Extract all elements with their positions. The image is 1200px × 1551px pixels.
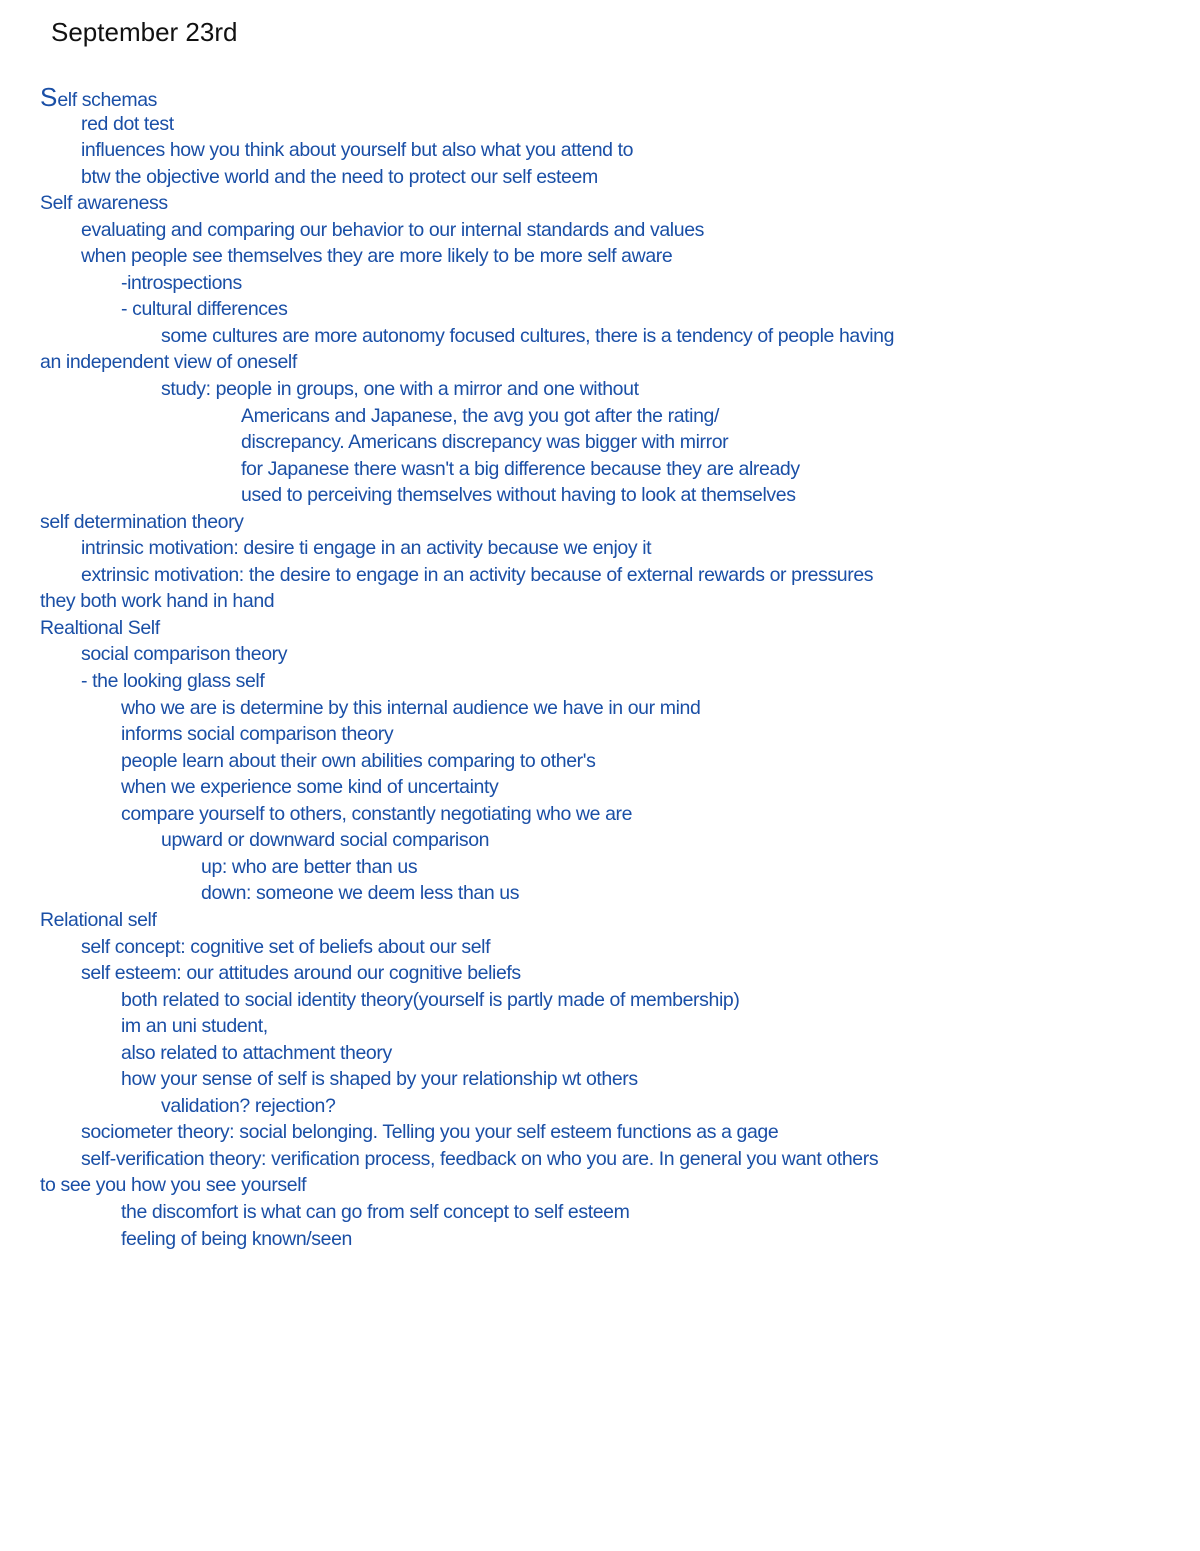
note-line [0, 907, 1200, 934]
note-text: who we are is determine by this internal audience we have in our mind [121, 696, 701, 719]
note-line [0, 934, 1200, 961]
note-line [0, 615, 1200, 642]
note-text: feeling of being known/seen [121, 1227, 352, 1250]
note-text: upward or downward social comparison [161, 829, 490, 852]
note-line [0, 1146, 1200, 1173]
note-line [0, 801, 1200, 828]
note-line [0, 1172, 1200, 1199]
note-line [0, 960, 1200, 987]
note-text: used to perceiving themselves without having to look at themselves [241, 484, 796, 507]
note-line [0, 535, 1200, 562]
note-text: Relational self [40, 908, 157, 931]
note-line [0, 1199, 1200, 1226]
note-line [0, 429, 1200, 456]
note-text: some cultures are more autonomy focused cultures, there is a tendency of people having [161, 324, 895, 347]
note-text: extrinsic motivation: the desire to engage in an activity because of external rewards or pressures [81, 563, 874, 586]
note-line [0, 987, 1200, 1014]
page-title: September 23rd [51, 17, 238, 47]
note-text: down: someone we deem less than us [201, 882, 520, 905]
note-text: to see you how you see yourself [40, 1174, 307, 1197]
note-line [0, 1119, 1200, 1146]
note-text: informs social comparison theory [121, 723, 394, 746]
note-line [0, 1040, 1200, 1067]
note-line [0, 854, 1200, 881]
note-line [0, 376, 1200, 403]
note-text: self-verification theory: verification process, feedback on who you are. In general you want others [81, 1147, 879, 1170]
note-text: both related to social identity theory(yourself is partly made of membership) [121, 988, 740, 1011]
note-line [0, 562, 1200, 589]
note-line [0, 482, 1200, 509]
note-line [0, 588, 1200, 615]
note-line [0, 84, 1200, 111]
note-text: self concept: cognitive set of beliefs about our self [81, 935, 491, 958]
note-line [0, 827, 1200, 854]
note-line [0, 403, 1200, 430]
note-line [0, 1013, 1200, 1040]
note-line [0, 1093, 1200, 1120]
note-text: when we experience some kind of uncertainty [121, 776, 499, 799]
note-line [0, 243, 1200, 270]
note-text: an independent view of oneself [40, 351, 297, 374]
note-text: intrinsic motivation: desire ti engage in an activity because we enjoy it [81, 537, 652, 560]
note-line [0, 1066, 1200, 1093]
note-text: - the looking glass self [81, 670, 265, 693]
notes-list [0, 84, 1200, 1252]
note-text: - cultural differences [121, 298, 288, 321]
note-line [0, 137, 1200, 164]
note-text: sociometer theory: social belonging. Telling you your self esteem functions as a gage [81, 1121, 779, 1144]
note-line [0, 296, 1200, 323]
note-text: compare yourself to others, constantly negotiating who we are [121, 802, 633, 825]
note-line [0, 880, 1200, 907]
note-text: they both work hand in hand [40, 590, 275, 613]
note-line [0, 456, 1200, 483]
note-text: when people see themselves they are more likely to be more self aware [81, 245, 673, 268]
note-line [0, 217, 1200, 244]
note-text: elf schemas [57, 89, 157, 111]
note-line [0, 270, 1200, 297]
note-text: evaluating and comparing our behavior to our internal standards and values [81, 218, 704, 241]
note-text: self esteem: our attitudes around our cognitive beliefs [81, 962, 521, 985]
note-text: red dot test [81, 112, 174, 135]
note-text: for Japanese there wasn't a big difference because they are already [241, 457, 800, 480]
note-line [0, 164, 1200, 191]
note-line [0, 721, 1200, 748]
note-text: also related to attachment theory [121, 1041, 392, 1064]
note-text: im an uni student, [121, 1015, 268, 1038]
note-line [0, 748, 1200, 775]
note-text: discrepancy. Americans discrepancy was bigger with mirror [241, 431, 729, 454]
note-text: the discomfort is what can go from self concept to self esteem [121, 1200, 630, 1223]
note-text: btw the objective world and the need to protect our self esteem [81, 165, 598, 188]
note-line [0, 111, 1200, 138]
note-line [0, 695, 1200, 722]
note-text: social comparison theory [81, 643, 288, 666]
note-text: up: who are better than us [201, 855, 418, 878]
note-initial: S [40, 82, 58, 112]
note-text: Self awareness [40, 192, 168, 215]
note-line [0, 641, 1200, 668]
note-text: -introspections [121, 271, 242, 294]
note-text: influences how you think about yourself but also what you attend to [81, 139, 634, 162]
note-line [0, 1226, 1200, 1253]
note-text: study: people in groups, one with a mirror and one without [161, 378, 639, 401]
note-text: validation? rejection? [161, 1094, 336, 1117]
note-text: how your sense of self is shaped by your relationship wt others [121, 1068, 638, 1091]
note-line [0, 349, 1200, 376]
note-line [0, 509, 1200, 536]
note-text: self determination theory [40, 510, 244, 533]
note-text: Realtional Self [40, 616, 160, 639]
note-text: Americans and Japanese, the avg you got after the rating/ [241, 404, 720, 427]
note-line [0, 190, 1200, 217]
note-line [0, 774, 1200, 801]
note-line [0, 323, 1200, 350]
note-line [0, 668, 1200, 695]
note-text: people learn about their own abilities comparing to other's [121, 749, 596, 772]
